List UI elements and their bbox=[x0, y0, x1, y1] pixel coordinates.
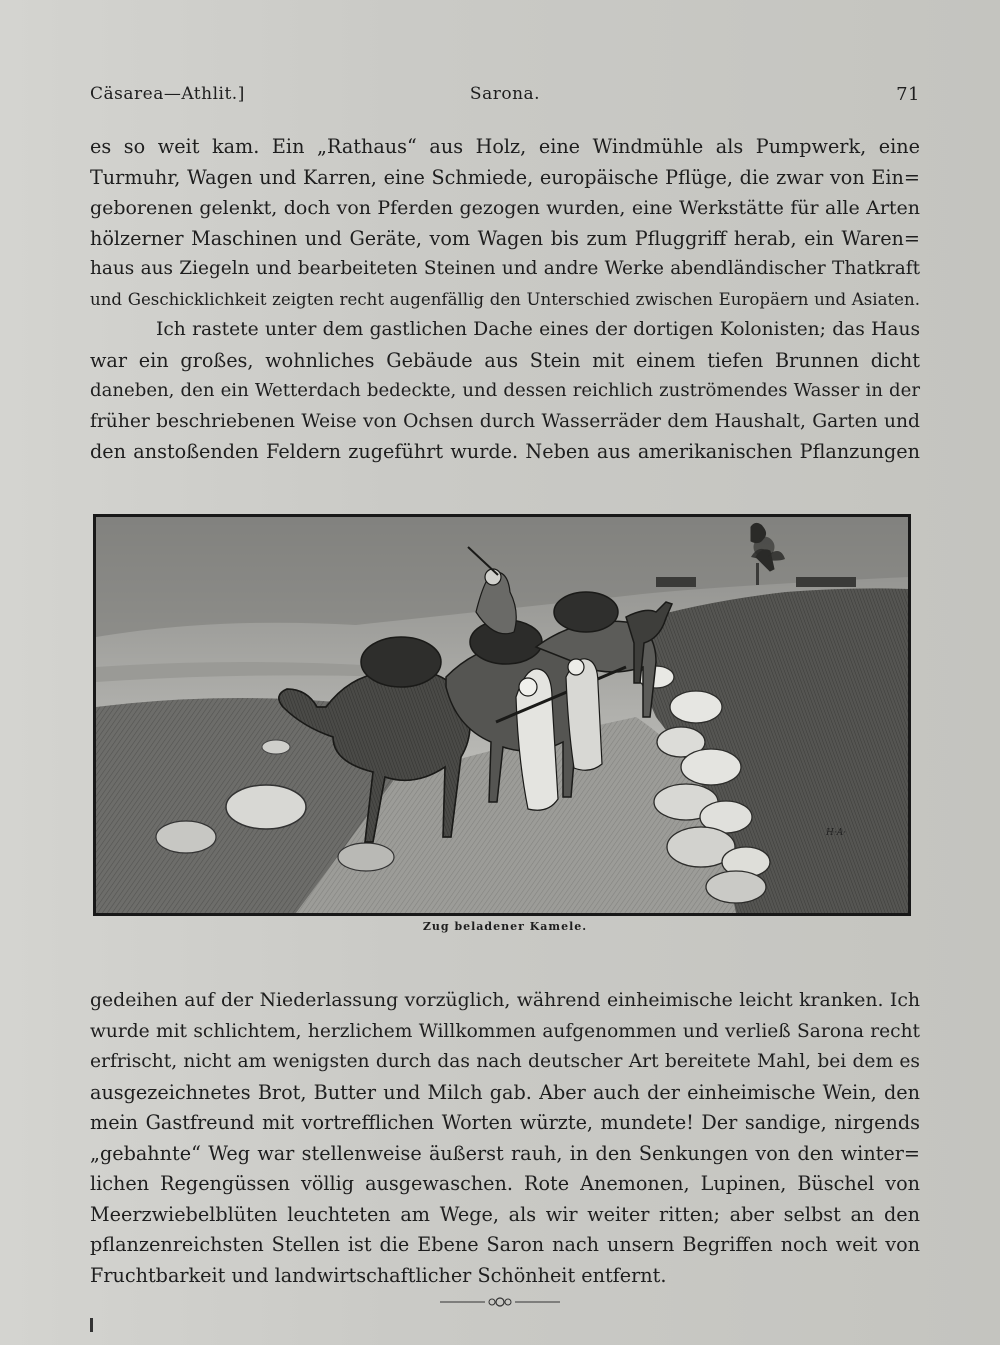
running-head-left: Cäsarea—Athlit.] bbox=[90, 84, 245, 104]
text-line: und Geschicklichkeit zeigten recht augenfällig den Unterschied zwischen Europäern und Asiaten. bbox=[90, 289, 920, 309]
text-line: mein Gastfreund mit vortrefflichen Worten würzte, mundete! Der sandige, nirgends bbox=[90, 1111, 920, 1134]
ornament-divider bbox=[440, 1296, 560, 1308]
text-line: ausgezeichnetes Brot, Butter und Milch gab. Aber auch der einheimische Wein, den bbox=[90, 1080, 920, 1104]
text-line: wurde mit schlichtem, herzlichem Willkommen aufgenommen und verließ Sarona recht bbox=[90, 1020, 920, 1042]
running-head-title: Sarona. bbox=[469, 84, 541, 104]
text-line: hölzerner Maschinen und Geräte, vom Wagen bis zum Pfluggriff herab, ein Waren= bbox=[90, 226, 920, 250]
text-line: Meerzwiebelblüten leuchteten am Wege, als wir weiter ritten; aber selbst an den bbox=[90, 1202, 920, 1226]
figure-caption: Zug beladener Kamele. bbox=[422, 920, 588, 933]
page-number: 71 bbox=[896, 84, 920, 105]
text-line: es so weit kam. Ein „Rathaus“ aus Holz, eine Windmühle als Pumpwerk, eine bbox=[90, 135, 920, 158]
text-line: lichen Regengüssen völlig ausgewaschen. Rote Anemonen, Lupinen, Büschel von bbox=[90, 1172, 920, 1195]
text-line: daneben, den ein Wetterdach bedeckte, und dessen reichlich zuströmendes Wasser in der bbox=[90, 380, 920, 401]
svg-text:H·A·: H·A· bbox=[826, 828, 847, 838]
text-line: gedeihen auf der Niederlassung vorzüglich, während einheimische leicht kranken. Ich bbox=[90, 990, 920, 1011]
text-line: war ein großes, wohnliches Gebäude aus Stein mit einem tiefen Brunnen dicht bbox=[90, 348, 920, 372]
text-line: Fruchtbarkeit und landwirtschaftlicher Schönheit entfernt. bbox=[90, 1263, 667, 1287]
text-line: Ich rastete unter dem gastlichen Dache eines der dortigen Kolonisten; das Haus bbox=[156, 319, 920, 340]
running-head bbox=[90, 84, 920, 112]
engraving bbox=[96, 517, 908, 913]
text-line: „gebahnte“ Weg war stellenweise äußerst rauh, in den Senkungen von den winter= bbox=[90, 1141, 920, 1165]
text-line: haus aus Ziegeln und bearbeiteten Steinen und andre Werke abendländischer Thatkraft bbox=[90, 258, 920, 279]
text-line: erfrischt, nicht am wenigsten durch das nach deutscher Art bereitete Mahl, bei dem es bbox=[90, 1051, 920, 1072]
text-line: Turmuhr, Wagen und Karren, eine Schmiede, europäische Pflüge, die zwar von Ein= bbox=[90, 165, 920, 189]
paragraph-1 bbox=[90, 132, 920, 468]
illustration-camel-caravan bbox=[93, 514, 911, 916]
paragraph-2 bbox=[90, 986, 920, 1291]
text-line: früher beschriebenen Weise von Ochsen durch Wasserräder dem Haushalt, Garten und bbox=[90, 410, 920, 432]
text-line: geborenen gelenkt, doch von Pferden gezogen wurden, eine Werkstätte für alle Arten bbox=[90, 197, 920, 219]
text-line: pflanzenreichsten Stellen ist die Ebene Saron nach unsern Begriffen noch weit von bbox=[90, 1233, 920, 1256]
text-line: den anstoßenden Feldern zugeführt wurde. Neben aus amerikanischen Pflanzungen bbox=[90, 440, 920, 463]
margin-mark bbox=[90, 1318, 93, 1332]
